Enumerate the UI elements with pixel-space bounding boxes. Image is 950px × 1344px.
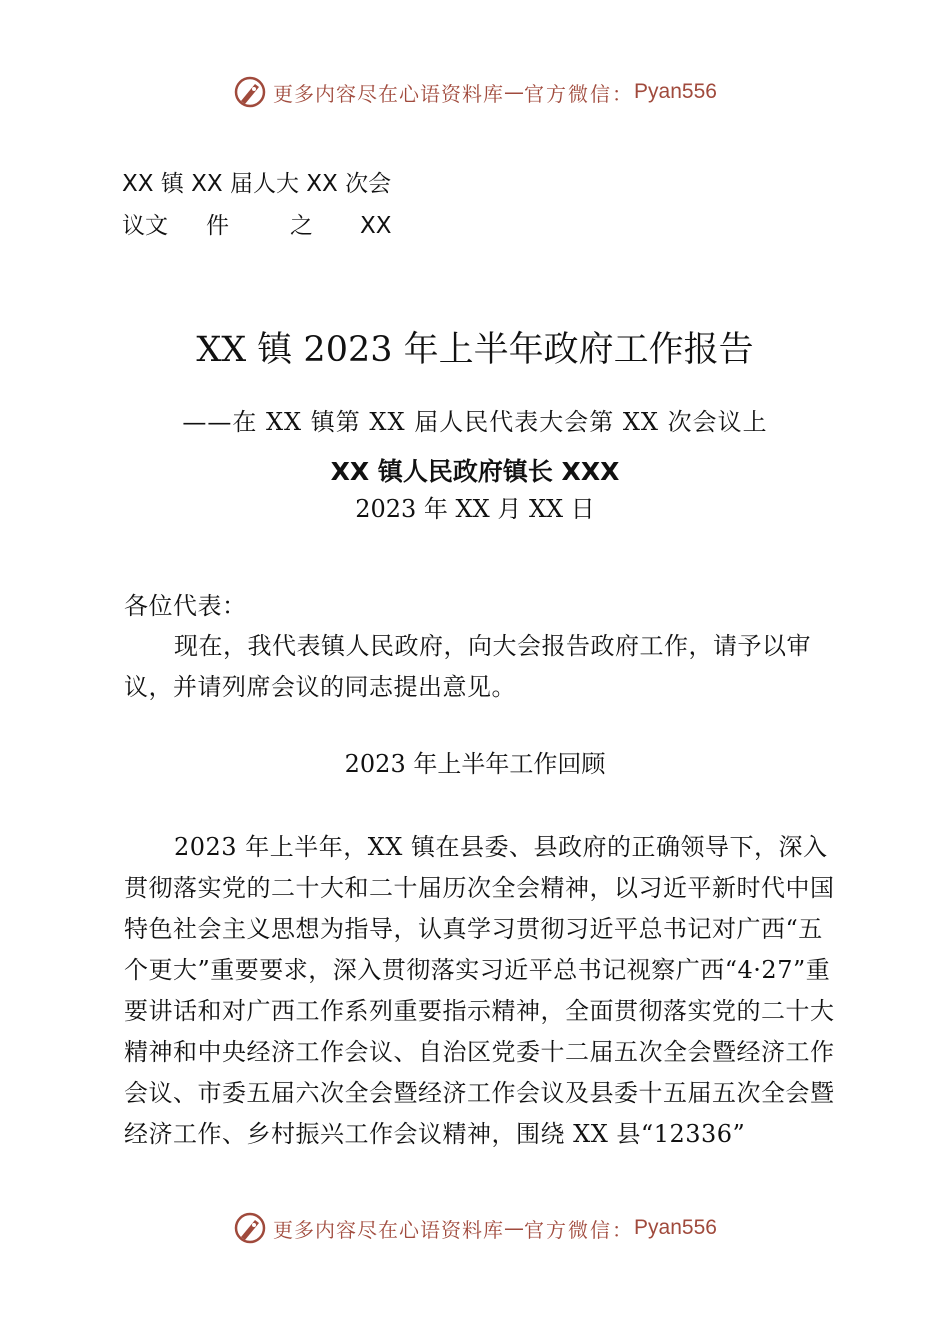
- doc-label-part: 之: [290, 213, 313, 239]
- pen-nib-circle-icon: [233, 1211, 267, 1245]
- body-paragraph: 2023 年上半年，XX 镇在县委、县政府的正确领导下，深入贯彻落实党的二十大和二十届历次全会精神，以习近平新时代中国特色社会主义思想为指导，认真学习贯彻习近平总书记对广西“五个更大”重要要求，深入贯彻落实习近平总书记视察广西“4·27”重要讲话和对广西工作系列重要指示精神，全面贯彻落实党的二十大精神和中央经济工作会议、自治区党委十二届五次全会暨经济工作会议、市委五届六次全会暨经济工作会议及县委十五届五次全会暨经济工作、乡村振兴工作会议精神，围绕 XX 县“12336”: [124, 833, 835, 1148]
- report-subtitle: ——在 XX 镇第 XX 届人民代表大会第 XX 次会议上: [182, 408, 768, 436]
- salutation: 各位代表：: [124, 592, 247, 620]
- doc-label-part: 件: [206, 213, 229, 239]
- watermark-id: Pyan556: [634, 1216, 717, 1239]
- section-heading: 2023 年上半年工作回顾: [344, 750, 606, 778]
- doc-label-part: 议文: [122, 213, 168, 239]
- report-author: XX 镇人民政府镇长 XXX: [330, 457, 620, 486]
- watermark-footer: [0, 1208, 950, 1248]
- intro-paragraph: 现在，我代表镇人民政府，向大会报告政府工作，请予以审议，并请列席会议的同志提出意见。: [124, 632, 811, 701]
- watermark-official: 官方微信：: [524, 81, 635, 106]
- watermark-text: 更多内容尽在心语资料库: [273, 1217, 505, 1242]
- watermark-id: Pyan556: [634, 80, 717, 103]
- watermark-header: [0, 72, 950, 112]
- doc-label-part: XX: [360, 213, 392, 239]
- doc-label-line1: XX 镇 XX 届人大 XX 次会: [122, 171, 392, 197]
- watermark-official: 官方微信：: [524, 1217, 635, 1242]
- watermark-dash: —: [504, 80, 525, 104]
- watermark-dash: —: [504, 1216, 525, 1240]
- report-date: 2023 年 XX 月 XX 日: [355, 495, 595, 523]
- watermark-text: 更多内容尽在心语资料库: [273, 81, 505, 106]
- doc-label-line2: [122, 206, 392, 246]
- pen-nib-circle-icon: [233, 75, 267, 109]
- report-title: XX 镇 2023 年上半年政府工作报告: [196, 330, 754, 370]
